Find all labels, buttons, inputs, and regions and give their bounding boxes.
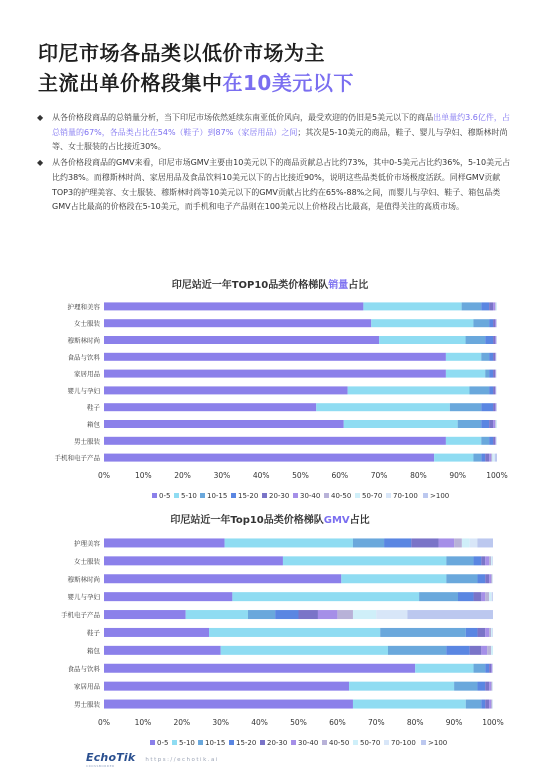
bar-segment-20-30 [485,574,489,583]
bar-segment-30-40 [495,437,496,445]
bar-segment-20-30 [493,319,495,327]
bar-segment-15-20 [481,700,485,709]
legend-label: 40-50 [329,739,350,747]
sales-share-chart [0,290,540,505]
bar-segment-30-40 [481,646,487,655]
bar-segment-15-20 [485,336,493,344]
bar-segment-40-50 [495,302,496,310]
logo-subtext: CROSSBORDER [86,764,115,768]
website-url[interactable]: https://echotik.ai [145,756,219,763]
bar-segment-40-50 [489,628,491,637]
legend-label: 40-50 [331,492,352,500]
bar-segment-20-30 [299,610,318,619]
diamond-bullet-icon: ◆ [37,113,44,122]
legend-swatch [386,493,391,498]
legend-swatch [421,740,426,745]
bar-segment-0-5 [104,574,341,583]
bar-segment-30-40 [495,370,496,378]
headline-line-2 [38,68,508,98]
legend-label: 15-20 [236,739,257,747]
bar-segment-10-15 [446,574,477,583]
bar-segment-70-100 [494,454,495,462]
legend-label: 30-40 [300,492,321,500]
bar-segment-0-5 [104,420,344,428]
bar-segment-10-15 [462,302,482,310]
legend-label: 10-15 [207,492,228,500]
category-label: 护理和美容 [67,302,100,311]
legend-swatch [262,493,267,498]
bar-segment-0-5 [104,403,316,411]
bar-segment-30-40 [489,682,491,691]
x-tick-label: 10% [134,471,152,480]
legend-swatch [150,740,155,745]
category-label: 箱包 [87,646,100,655]
bar-segment-10-15 [380,628,466,637]
bar-segment-5-10 [221,646,388,655]
bar-segment-10-15 [248,610,275,619]
bar-segment-0-5 [104,664,415,673]
bar-segment-50-70 [496,302,497,310]
bar-segment-10-15 [473,319,489,327]
legend-swatch [200,493,205,498]
bar-segment-10-15 [473,454,481,462]
bar-segment-0-5 [104,628,209,637]
legend-swatch [291,740,296,745]
bar-segment-0-5 [104,370,446,378]
bar-segment-30-40 [491,664,492,673]
bar-segment-5-10 [371,319,473,327]
bar-segment-20-30 [489,302,493,310]
bar-segment-20-30 [489,664,491,673]
bar-segment-30-40 [495,386,496,394]
legend-label: 15-20 [238,492,259,500]
category-label: 穆斯林时尚 [67,336,100,345]
bar-segment-15-20 [489,353,493,361]
x-tick-label: 50% [292,471,309,480]
bar-segment-40-50 [337,610,353,619]
bar-segment-10-15 [446,556,473,565]
chart-1-title [0,276,540,291]
bar-segment-5-10 [186,610,248,619]
chart-2-title-suffix: 占比 [349,515,370,526]
legend-swatch [423,493,428,498]
legend-label: 5-10 [181,492,197,500]
legend-label: >100 [430,492,450,500]
bar-segment-0-5 [104,437,446,445]
bar-segment->100 [407,610,493,619]
bullet-gmv [36,156,512,215]
legend-label: 10-15 [205,739,226,747]
bar-segment-0-5 [104,386,348,394]
headline-highlight: 在10美元以下 [222,71,354,95]
bar-segment-30-40 [485,628,489,637]
chart-2-title-highlight: GMV [323,515,350,526]
x-tick-label: 0% [98,471,110,480]
bar-segment-30-40 [485,556,489,565]
x-tick-label: 100% [482,718,504,727]
x-tick-label: 60% [329,718,346,727]
bar-segment-0-5 [104,556,283,565]
bar-segment-15-20 [477,682,485,691]
bar-segment-10-15 [485,370,489,378]
bar-segment-20-30 [493,403,495,411]
bar-segment-0-5 [104,700,353,709]
headline [38,38,508,98]
bar-segment-20-30 [411,538,438,547]
bar-segment-5-10 [379,336,465,344]
x-tick-label: 30% [213,471,231,480]
legend-swatch [293,493,298,498]
bar-segment-0-5 [104,336,379,344]
bar-segment-5-10 [341,574,446,583]
bar-segment-30-40 [439,538,455,547]
legend-swatch [152,493,157,498]
bullet-gmv-text: 从各价格段商品的GMV来看，印尼市场GMV主要由10美元以下的商品贡献总占比约73%，其中0-5美元占比约36%，5-10美元占比约38%。而穆斯林时尚、家居用品及食品饮料10美元以下的占比接近90%，说明这些品类低价市场极度活跃。同样GMV贡献TOP3的护理美容、女士服装、穆斯林时尚等10美元以下的GMV贡献占比约在65%-88%之间，而婴儿与孕妇、鞋子、箱包品类GMV占比最高的价格段在5-10美元，而手机和电子产品则在100美元以上价格段占比最高，是值得关注的高质市场。 [52,158,511,212]
bar-segment-50-70 [462,538,470,547]
bar-segment-10-15 [458,420,482,428]
legend-swatch [231,493,236,498]
bar-segment-10-15 [419,592,458,601]
legend-swatch [198,740,203,745]
legend-label: 30-40 [298,739,319,747]
bar-segment-5-10 [363,302,461,310]
bar-segment-40-50 [491,700,492,709]
bar-segment-30-40 [495,353,496,361]
category-label: 食品与饮料 [67,664,100,673]
bullet-sales [36,111,512,155]
chart-1-title-suffix: 占比 [348,280,369,291]
bar-segment-10-15 [353,538,384,547]
legend-label: 20-30 [267,739,288,747]
category-label: 女士服装 [74,557,100,566]
bar-segment-15-20 [489,386,493,394]
x-tick-label: 60% [331,471,349,480]
category-label: 婴儿与孕妇 [67,386,100,395]
bar-segment-15-20 [481,302,489,310]
legend-label: >100 [428,739,448,747]
legend-swatch [324,493,329,498]
bar-segment->100 [477,538,493,547]
bar-segment-50-70 [489,592,491,601]
bar-segment-40-50 [487,646,491,655]
category-label: 手机电子产品 [61,611,100,620]
bar-segment-10-15 [469,386,489,394]
legend-label: 50-70 [360,739,381,747]
category-label: 男士服装 [74,700,100,709]
x-tick-label: 80% [410,471,427,480]
bar-segment-40-50 [454,538,462,547]
bar-segment-20-30 [481,556,485,565]
bar-segment-30-40 [495,319,496,327]
bar-segment-20-30 [474,592,482,601]
bar-segment-5-10 [316,403,450,411]
bar-segment-10-15 [450,403,481,411]
bar-segment-0-5 [104,610,186,619]
bar-segment-40-50 [485,592,489,601]
bar-segment-10-15 [454,682,477,691]
bar-segment-0-5 [104,538,225,547]
category-label: 护理美容 [74,539,100,548]
bar-segment-15-20 [474,556,482,565]
legend-swatch [174,493,179,498]
bar-segment-20-30 [477,628,485,637]
legend-label: 5-10 [179,739,195,747]
bar-segment-30-40 [481,592,485,601]
bar-segment-20-30 [485,454,489,462]
x-tick-label: 10% [134,718,152,727]
bar-segment-0-5 [104,319,371,327]
bar-segment-50-70 [491,628,492,637]
bar-segment-5-10 [283,556,446,565]
bar-segment->100 [495,454,497,462]
x-tick-label: 0% [98,718,110,727]
bar-segment-5-10 [349,682,454,691]
x-tick-label: 90% [449,471,467,480]
category-label: 鞋子 [87,628,100,637]
bar-segment-40-50 [491,682,492,691]
bar-segment-20-30 [493,336,495,344]
x-tick-label: 100% [486,471,508,480]
bar-segment-5-10 [348,386,470,394]
category-label: 穆斯林时尚 [67,575,100,584]
bar-segment-50-70 [492,454,494,462]
category-label: 婴儿与孕妇 [67,593,100,602]
category-label: 女士服装 [74,319,100,328]
bar-segment-30-40 [495,403,496,411]
bar-segment-15-20 [489,370,493,378]
legend-swatch [172,740,177,745]
x-tick-label: 40% [252,471,270,480]
bar-segment-15-20 [384,538,411,547]
bar-segment-5-10 [225,538,353,547]
bar-segment-30-40 [489,454,491,462]
bar-segment-10-15 [481,353,489,361]
bar-segment-20-30 [489,420,493,428]
bar-segment-15-20 [481,454,485,462]
bar-segment-30-40 [489,700,491,709]
echotik-logo [86,751,135,768]
bar-segment-10-15 [388,646,446,655]
chart-2-title [0,511,540,526]
bar-segment-15-20 [446,646,469,655]
bar-segment-5-10 [415,664,473,673]
bar-segment-20-30 [493,437,495,445]
bar-segment-30-40 [495,336,496,344]
bar-segment-20-30 [493,370,495,378]
gmv-share-chart [0,527,540,752]
legend-label: 0-5 [159,492,171,500]
bar-segment-5-10 [434,454,473,462]
legend-label: 20-30 [269,492,290,500]
bar-segment-15-20 [466,628,478,637]
category-label: 家居用品 [74,682,100,691]
bullet-sales-text-after: ；其次是5-10美元的商品，鞋子、婴儿与孕妇、穆斯林时尚等、女士服装的占比接近30%。 [52,127,508,152]
bar-segment-15-20 [477,574,485,583]
category-label: 男士服装 [74,437,100,446]
headline-line-1: 印尼市场各品类以低价市场为主 [38,41,325,65]
bar-segment-20-30 [485,700,489,709]
bar-segment-20-30 [493,386,495,394]
bar-segment-70-100 [470,538,478,547]
x-tick-label: 90% [445,718,463,727]
bar-segment-40-50 [489,556,491,565]
bar-segment-30-40 [493,420,495,428]
bar-segment-30-40 [318,610,337,619]
x-tick-label: 50% [290,718,307,727]
x-tick-label: 20% [173,718,191,727]
bar-segment-50-70 [353,610,376,619]
x-tick-label: 30% [212,718,230,727]
bar-segment-0-5 [104,592,232,601]
footer [86,751,219,768]
bar-segment-5-10 [353,700,466,709]
bar-segment-40-50 [491,574,492,583]
bar-segment-0-5 [104,454,434,462]
bar-segment-0-5 [104,353,446,361]
bullet-sales-text: 从各价格段商品的总销量分析，当下印尼市场依然延续东南亚低价风向，最受欢迎的仍旧是5美元以下的商品 [52,113,434,122]
diamond-bullet-icon: ◆ [37,158,44,168]
legend-label: 70-100 [391,739,416,747]
legend-label: 0-5 [157,739,169,747]
x-tick-label: 70% [370,471,388,480]
x-tick-label: 70% [367,718,385,727]
bar-segment-5-10 [209,628,380,637]
legend-swatch [355,493,360,498]
logo-text: EchoTik [86,751,136,764]
category-label: 箱包 [87,420,100,429]
bar-segment-15-20 [489,319,493,327]
bar-segment-0-5 [104,682,349,691]
bar-segment-15-20 [275,610,298,619]
legend-swatch [229,740,234,745]
category-label: 鞋子 [87,403,100,412]
category-label: 手机和电子产品 [54,454,100,463]
bar-segment-30-40 [489,574,491,583]
chart-1-title-highlight: 销量 [328,280,349,291]
bar-segment-50-70 [491,556,492,565]
bar-segment-5-10 [446,437,481,445]
bar-segment-10-15 [474,664,486,673]
chart-1-title-prefix: 印尼站近一年TOP10品类价格梯队 [171,280,329,291]
bar-segment-10-15 [481,437,489,445]
category-label: 食品与饮料 [67,353,100,362]
bar-segment-50-70 [491,646,493,655]
bar-segment->100 [492,592,493,601]
bar-segment-0-5 [104,646,221,655]
bar-segment-5-10 [232,592,419,601]
bar-segment-15-20 [489,437,493,445]
bar-segment-50-70 [496,420,497,428]
legend-swatch [353,740,358,745]
bar-segment-15-20 [458,592,474,601]
bar-segment-15-20 [481,420,489,428]
bar-segment-15-20 [481,403,493,411]
bar-segment-20-30 [493,353,495,361]
bar-segment-40-50 [495,420,496,428]
bar-segment-20-30 [485,682,489,691]
bar-segment-30-40 [493,302,495,310]
bar-segment-0-5 [104,302,363,310]
headline-line-2-prefix: 主流出单价格段集中 [38,71,223,95]
bullet-sales-highlight: 出单量约3.6亿件，占总销量的67%，各品类占比在54%（鞋子）到87%（家居用品）之间 [52,113,510,137]
chart-2-title-prefix: 印尼站近一年Top10品类价格梯队 [170,515,324,526]
bar-segment-5-10 [446,353,481,361]
bar-segment-70-100 [376,610,407,619]
analysis-bullets [36,111,512,216]
legend-swatch [322,740,327,745]
bar-segment-15-20 [485,664,489,673]
bar-segment-20-30 [470,646,482,655]
bar-segment-70-100 [491,592,492,601]
legend-swatch [260,740,265,745]
x-tick-label: 80% [406,718,424,727]
legend-swatch [384,740,389,745]
bar-segment-40-50 [491,454,492,462]
legend-label: 70-100 [393,492,418,500]
legend-label: 50-70 [362,492,383,500]
bar-segment-10-15 [466,336,486,344]
category-label: 家居用品 [74,370,100,379]
x-tick-label: 40% [251,718,268,727]
bar-segment-5-10 [446,370,485,378]
x-tick-label: 20% [174,471,191,480]
bar-segment-5-10 [344,420,458,428]
bar-segment-10-15 [466,700,482,709]
